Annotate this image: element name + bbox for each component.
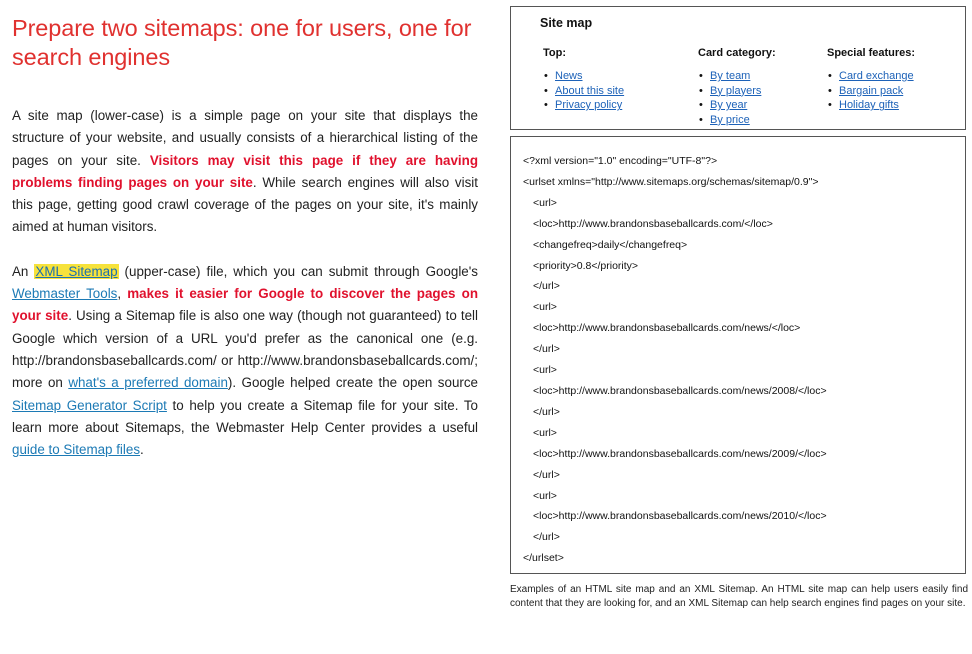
xml-sitemap-link[interactable]: XML Sitemap (35, 263, 118, 279)
paragraph-xml-sitemap (12, 261, 478, 462)
article (12, 14, 478, 461)
sitemap-link-about[interactable]: About this site (555, 84, 625, 97)
list-item (543, 98, 624, 113)
xml-line: <url> (533, 301, 557, 314)
bullet: • (699, 113, 703, 126)
bullet: • (828, 84, 832, 97)
bullet: • (699, 99, 703, 112)
xml-line: <changefreq>daily</changefreq> (533, 238, 688, 251)
text: . Using a Sitemap file is also one way (though not guaranteed) to tell Google which version of a URL you'd prefer as the canonical one (e.g. http://brandonsbaseballcards.com/ or http://www.brandonsbaseballcards.com/; more on (12, 308, 478, 391)
xml-line: <loc>http://www.brandonsbaseballcards.com/news/2009/</loc> (533, 447, 827, 460)
xml-line: <url> (533, 196, 557, 209)
sitemap-link-by-year[interactable]: By year (710, 99, 748, 112)
xml-line: </url> (533, 280, 560, 293)
xml-line: <url> (533, 426, 557, 439)
sitemap-link-privacy[interactable]: Privacy policy (555, 99, 623, 112)
list-item (827, 69, 915, 84)
list-item (827, 98, 915, 113)
sitemap-generator-link[interactable]: Sitemap Generator Script (12, 397, 167, 413)
column-heading: Top: (543, 47, 567, 59)
xml-line: <loc>http://www.brandonsbaseballcards.com/news/2010/</loc> (533, 510, 827, 523)
list-item (698, 98, 776, 113)
list-item (543, 84, 624, 99)
xml-sitemap-example (510, 136, 966, 574)
sitemap-link-card-exchange[interactable]: Card exchange (839, 70, 914, 82)
figure-caption: Examples of an HTML site map and an XML Sitemap. An HTML site map can help users easily find content that they are looking for, and an XML Sitemap can help search engines find pages on your site. (510, 584, 968, 610)
sitemap-column-card-category (698, 47, 776, 127)
text: (upper-case) file, which you can submit through Google's (118, 263, 479, 279)
xml-line: <loc>http://www.brandonsbaseballcards.com/news/</loc> (533, 322, 801, 335)
bullet: • (828, 99, 832, 112)
sitemap-link-by-price[interactable]: By price (710, 113, 750, 126)
column-heading: Special features: (827, 47, 916, 59)
xml-line: <urlset xmlns="http://www.sitemaps.org/schemas/sitemap/0.9"> (523, 175, 819, 188)
text: , (117, 286, 128, 302)
emphasis-text: Visitors may visit this page if they are having problems finding pages on your site (12, 152, 478, 190)
sitemap-guide-link[interactable]: guide to Sitemap files (12, 442, 141, 458)
bullet: • (544, 99, 548, 112)
xml-line: <priority>0.8</priority> (533, 259, 639, 272)
sitemap-link-bargain-pack[interactable]: Bargain pack (839, 84, 904, 97)
sitemap-link-by-players[interactable]: By players (710, 84, 762, 97)
sitemap-link-news[interactable]: News (555, 70, 583, 82)
list-item (698, 113, 776, 128)
text: A site map (lower-case) is a simple page on your site that displays the structure of your website, and usually consists of a hierarchical listing of the pages on your site. (12, 108, 478, 168)
article-heading: Prepare two sitemaps: one for users, one for search engines (12, 15, 472, 70)
xml-line: <loc>http://www.brandonsbaseballcards.com/news/2008/</loc> (533, 384, 827, 397)
list-item (827, 84, 915, 99)
bullet: • (699, 70, 703, 82)
xml-line: </url> (533, 405, 560, 418)
xml-line: <url> (533, 364, 557, 377)
xml-line: <?xml version="1.0" encoding="UTF-8"?> (523, 155, 718, 167)
text: ). Google helped create the open source (227, 375, 478, 391)
text: An (12, 263, 35, 279)
sitemap-link-by-team[interactable]: By team (710, 70, 751, 82)
paragraph-site-map (12, 105, 478, 239)
xml-line: <url> (533, 489, 557, 502)
bullet: • (544, 70, 548, 82)
text: . While search engines will also visit this page, getting good crawl coverage of the pages on your site, it's mainly aimed at human visitors. (12, 174, 478, 235)
xml-line: </url> (533, 531, 560, 544)
text: . (140, 442, 144, 458)
column-heading: Card category: (698, 47, 776, 59)
sitemap-title: Site map (540, 16, 593, 30)
html-sitemap-example (510, 6, 966, 130)
sitemap-column-top (543, 47, 624, 113)
list-item (698, 84, 776, 99)
webmaster-tools-link[interactable]: Webmaster Tools (12, 286, 118, 302)
list-item (698, 69, 776, 84)
xml-line: </url> (533, 343, 560, 356)
bullet: • (699, 84, 703, 97)
xml-line: <loc>http://www.brandonsbaseballcards.com/</loc> (533, 217, 773, 230)
sitemap-column-special-features (827, 47, 915, 113)
sitemap-link-holiday-gifts[interactable]: Holiday gifts (839, 99, 899, 112)
xml-line: </urlset> (523, 552, 564, 565)
xml-line: </url> (533, 468, 560, 481)
preferred-domain-link[interactable]: what's a preferred domain (68, 375, 228, 391)
text: to help you create a Sitemap file for your site. To learn more about Sitemaps, the Webmaster Help Center provides a useful (12, 397, 478, 435)
list-item (543, 69, 624, 84)
bullet: • (544, 84, 548, 97)
bullet: • (828, 70, 832, 82)
emphasis-text: makes it easier for Google to discover the pages on your site (12, 286, 479, 324)
